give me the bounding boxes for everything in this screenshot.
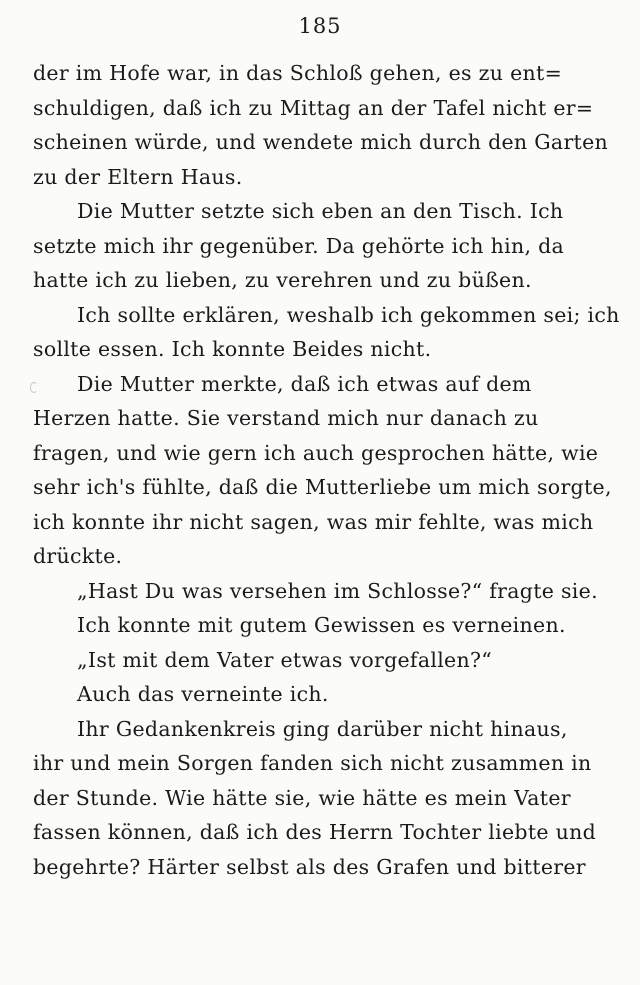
text-line: Ich konnte mit gutem Gewissen es verneinen. [77,613,566,637]
text-line: der Stunde. Wie hätte sie, wie hätte es mein Vater [33,785,571,810]
text-line: Die Mutter merkte, daß ich etwas auf dem [77,371,532,396]
text-line: Ihr Gedankenkreis ging darüber nicht hinaus, [77,716,568,741]
text-line: setzte mich ihr gegenüber. Da gehörte ich hin, da [33,233,565,258]
text-line: Auch das verneinte ich. [77,682,329,706]
text-line: „Hast Du was versehen im Schlosse?“ fragte sie. [77,578,598,603]
text-line: sollte essen. Ich konnte Beides nicht. [33,337,432,361]
text-line: Herzen hatte. Sie verstand mich nur danach zu [33,406,539,430]
body-text [33,56,620,884]
text-line: Die Mutter setzte sich eben an den Tisch. Ich [77,199,564,223]
text-line: schuldigen, daß ich zu Mittag an der Tafel nicht er= [33,95,594,120]
text-line: hatte ich zu lieben, zu verehren und zu büßen. [33,268,532,292]
text-line: fragen, und wie gern ich auch gesprochen hätte, wie [33,440,599,465]
text-line: ich konnte ihr nicht sagen, was mir fehlte, was mich [33,509,594,534]
text-line: drückte. [33,544,123,568]
text-line: Ich sollte erklären, weshalb ich gekommen sei; ich [77,302,620,327]
page-number: 185 [298,14,342,38]
text-line: ihr und mein Sorgen fanden sich nicht zusammen in [33,751,592,775]
text-line: „Ist mit dem Vater etwas vorgefallen?“ [77,647,493,672]
text-line: zu der Eltern Haus. [33,164,243,189]
text-line: scheinen würde, und wendete mich durch den Garten [33,130,609,154]
text-line: sehr ich's fühlte, daß die Mutterliebe um mich sorgte, [33,475,612,499]
text-line: begehrte? Härter selbst als des Grafen und bitterer [33,854,586,879]
text-line: fassen können, daß ich des Herrn Tochter liebte und [33,820,597,844]
text-line: der im Hofe war, in das Schloß gehen, es zu ent= [33,61,563,85]
